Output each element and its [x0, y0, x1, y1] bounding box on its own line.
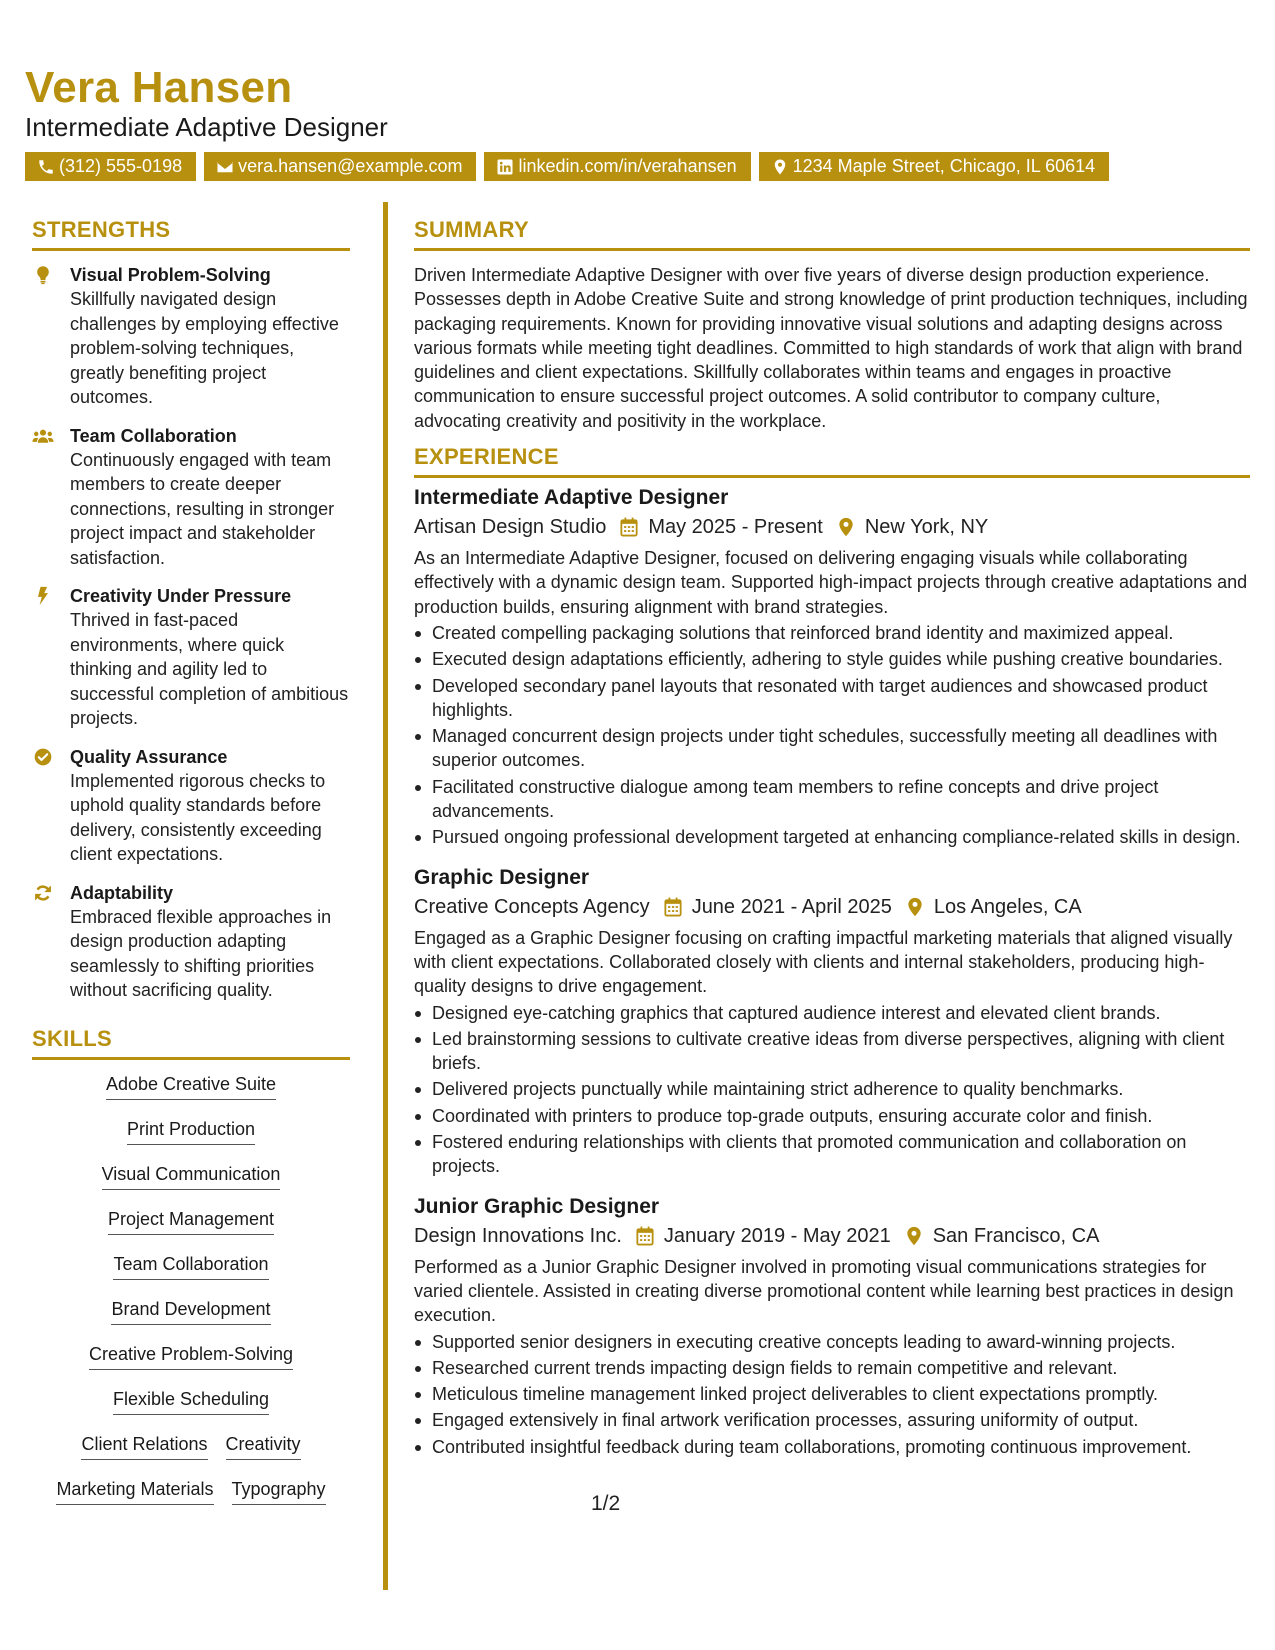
calendar-icon — [664, 897, 682, 917]
strength-item — [32, 263, 350, 410]
skill-row — [32, 1117, 350, 1162]
list-item: Led brainstorming sessions to cultivate creative ideas from diverse perspectives, aligning with client briefs. — [414, 1027, 1250, 1076]
job-location: Los Angeles, CA — [933, 895, 1082, 918]
skill-tag: Project Management — [108, 1207, 274, 1235]
list-item: Researched current trends impacting design fields to remain competitive and relevant. — [414, 1356, 1250, 1380]
contact-address — [759, 152, 1110, 181]
list-item: Executed design adaptations efficiently, adhering to style guides while pushing creative boundaries. — [414, 647, 1250, 671]
skill-tag: Team Collaboration — [113, 1252, 268, 1280]
skill-tag: Creativity — [226, 1432, 301, 1460]
job-entry — [414, 1193, 1250, 1459]
contact-phone[interactable] — [25, 152, 196, 181]
list-item: Meticulous timeline management linked project deliverables to client expectations promptly. — [414, 1382, 1250, 1406]
strength-title: Team Collaboration — [70, 425, 237, 446]
contact-email[interactable] — [204, 152, 476, 181]
job-company: Artisan Design Studio — [414, 516, 607, 539]
sync-icon — [32, 883, 54, 903]
users-icon — [32, 426, 54, 446]
strength-title: Quality Assurance — [70, 746, 228, 767]
job-bullets — [414, 1001, 1250, 1179]
list-item: Coordinated with printers to produce top-grade outputs, ensuring accurate color and finish. — [414, 1104, 1250, 1128]
strength-item — [32, 584, 350, 731]
calendar-icon — [620, 517, 638, 537]
skill-tag: Marketing Materials — [56, 1477, 213, 1505]
job-description: Engaged as a Graphic Designer focusing on crafting impactful marketing materials that aligned visually with client expectations. Collaborated closely with clients and internal stakeholders, producing high-quality designs to drive engagement. — [414, 927, 1233, 997]
strengths-title: STRENGTHS — [32, 216, 350, 251]
skill-row — [32, 1252, 350, 1297]
list-item: Designed eye-catching graphics that captured audience interest and elevated client brands. — [414, 1001, 1250, 1025]
job-entry — [414, 484, 1250, 850]
check-circle-icon — [32, 747, 54, 767]
strength-item — [32, 881, 350, 1003]
skill-tag: Typography — [232, 1477, 326, 1505]
linkedin-icon — [496, 158, 514, 176]
list-item: Fostered enduring relationships with clients that promoted communication and collaboration on projects. — [414, 1130, 1250, 1179]
map-pin-icon — [771, 158, 789, 176]
job-location: New York, NY — [864, 516, 989, 539]
lightbulb-icon — [32, 265, 54, 285]
calendar-icon — [636, 1226, 654, 1246]
job-meta — [414, 892, 1250, 922]
skill-row — [32, 1342, 350, 1387]
skill-row — [32, 1432, 350, 1477]
column-divider — [383, 202, 388, 1590]
strength-desc: Continuously engaged with team members to create deeper connections, resulting in stronger project impact and stakeholder satisfaction. — [70, 449, 335, 568]
skill-row — [32, 1072, 350, 1117]
job-dates: January 2019 - May 2021 — [663, 1224, 891, 1247]
skill-row — [32, 1207, 350, 1252]
map-pin-icon — [905, 1226, 923, 1246]
job-company: Design Innovations Inc. — [414, 1224, 622, 1247]
list-item: Contributed insightful feedback during team collaborations, promoting continuous improvement. — [414, 1435, 1250, 1459]
list-item: Supported senior designers in executing creative concepts leading to award-winning projects. — [414, 1330, 1250, 1354]
left-column — [32, 216, 350, 1522]
job-bullets — [414, 621, 1250, 850]
list-item: Engaged extensively in final artwork verification processes, assuring uniformity of output. — [414, 1408, 1250, 1432]
skill-tag: Creative Problem-Solving — [89, 1342, 293, 1370]
contact-phone-text: (312) 555-0198 — [59, 156, 183, 176]
job-bullets — [414, 1330, 1250, 1459]
strength-item — [32, 745, 350, 867]
summary-text: Driven Intermediate Adaptive Designer with over five years of diverse design production experience. Possesses depth in Adobe Creative Suite and strong knowledge of print production techniques, including packaging requirements. Known for providing innovative visual solutions and adapting designs across various formats while meeting tight deadlines. Committed to high standards of work that align with brand guidelines and client expectations. Skillfully collaborates within teams and engages in proactive communication to ensure successful project outcomes. A solid contributor to company culture, advocating creativity and positivity in the workplace. — [414, 265, 1248, 431]
list-item: Created compelling packaging solutions that reinforced brand identity and maximized appeal. — [414, 621, 1250, 645]
skill-row — [32, 1477, 350, 1522]
skills-list — [32, 1072, 350, 1522]
job-location: San Francisco, CA — [932, 1224, 1100, 1247]
skill-tag: Adobe Creative Suite — [106, 1072, 276, 1100]
contact-email-text: vera.hansen@example.com — [238, 156, 463, 176]
job-title: Intermediate Adaptive Designer — [414, 486, 729, 510]
job-meta — [414, 512, 1250, 542]
strength-item — [32, 424, 350, 571]
contact-bar — [25, 152, 1109, 181]
skill-row — [32, 1387, 350, 1432]
contact-linkedin-text: linkedin.com/in/verahansen — [518, 156, 737, 176]
map-pin-icon — [837, 517, 855, 537]
job-company: Creative Concepts Agency — [414, 895, 650, 918]
skills-title: SKILLS — [32, 1025, 350, 1060]
list-item: Developed secondary panel layouts that resonated with target audiences and showcased product highlights. — [414, 674, 1250, 723]
skill-row — [32, 1162, 350, 1207]
skill-tag: Brand Development — [111, 1297, 270, 1325]
candidate-name: Vera Hansen — [25, 63, 293, 112]
summary-title: SUMMARY — [414, 216, 1250, 251]
skill-tag: Client Relations — [81, 1432, 207, 1460]
strength-title: Creativity Under Pressure — [70, 586, 292, 606]
envelope-icon — [216, 158, 234, 176]
strength-desc: Embraced flexible approaches in design production adapting seamlessly to shifting priorities without sacrificing quality. — [70, 906, 332, 1000]
strength-title: Adaptability — [70, 882, 174, 903]
candidate-role: Intermediate Adaptive Designer — [25, 112, 388, 142]
list-item: Managed concurrent design projects under tight schedules, successfully meeting all deadlines with superior outcomes. — [414, 724, 1250, 773]
list-item: Pursued ongoing professional development targeted at enhancing compliance-related skills in design. — [414, 825, 1250, 849]
job-title: Graphic Designer — [414, 865, 590, 889]
experience-title: EXPERIENCE — [414, 443, 1250, 478]
phone-icon — [37, 158, 55, 176]
job-description: Performed as a Junior Graphic Designer involved in promoting visual communications strategies for varied clientele. Assisted in creating diverse promotional content while learning best practices in design execution. — [414, 1256, 1234, 1326]
job-description: As an Intermediate Adaptive Designer, focused on delivering engaging visuals while collaborating effectively with a dynamic design team. Supported high-impact projects through creative adaptations and production builds, ensuring alignment with brand strategies. — [414, 548, 1248, 617]
job-dates: May 2025 - Present — [648, 516, 823, 539]
job-dates: June 2021 - April 2025 — [691, 895, 892, 918]
right-column — [414, 216, 1250, 1473]
bolt-icon — [32, 586, 54, 606]
contact-linkedin[interactable] — [484, 152, 750, 181]
skill-row — [32, 1297, 350, 1342]
contact-address-text: 1234 Maple Street, Chicago, IL 60614 — [792, 156, 1096, 176]
skill-tag: Flexible Scheduling — [113, 1387, 269, 1415]
skill-tag: Visual Communication — [102, 1162, 281, 1190]
strength-title: Visual Problem-Solving — [70, 265, 271, 285]
job-meta — [414, 1221, 1250, 1251]
map-pin-icon — [906, 897, 924, 917]
strength-desc: Skillfully navigated design challenges by employing effective problem-solving techniques, greatly benefiting project outcomes. — [70, 289, 339, 407]
strength-desc: Implemented rigorous checks to uphold quality standards before delivery, consistently exceeding client expectations. — [70, 770, 326, 864]
job-entry — [414, 864, 1250, 1179]
list-item: Delivered projects punctually while maintaining strict adherence to quality benchmarks. — [414, 1077, 1250, 1101]
list-item: Facilitated constructive dialogue among team members to refine concepts and drive project advancements. — [414, 775, 1250, 824]
job-title: Junior Graphic Designer — [414, 1194, 660, 1218]
strength-desc: Thrived in fast-paced environments, where quick thinking and agility led to successful completion of ambitious projects. — [70, 610, 349, 728]
page-number: 1/2 — [591, 1492, 621, 1515]
skill-tag: Print Production — [127, 1117, 255, 1145]
